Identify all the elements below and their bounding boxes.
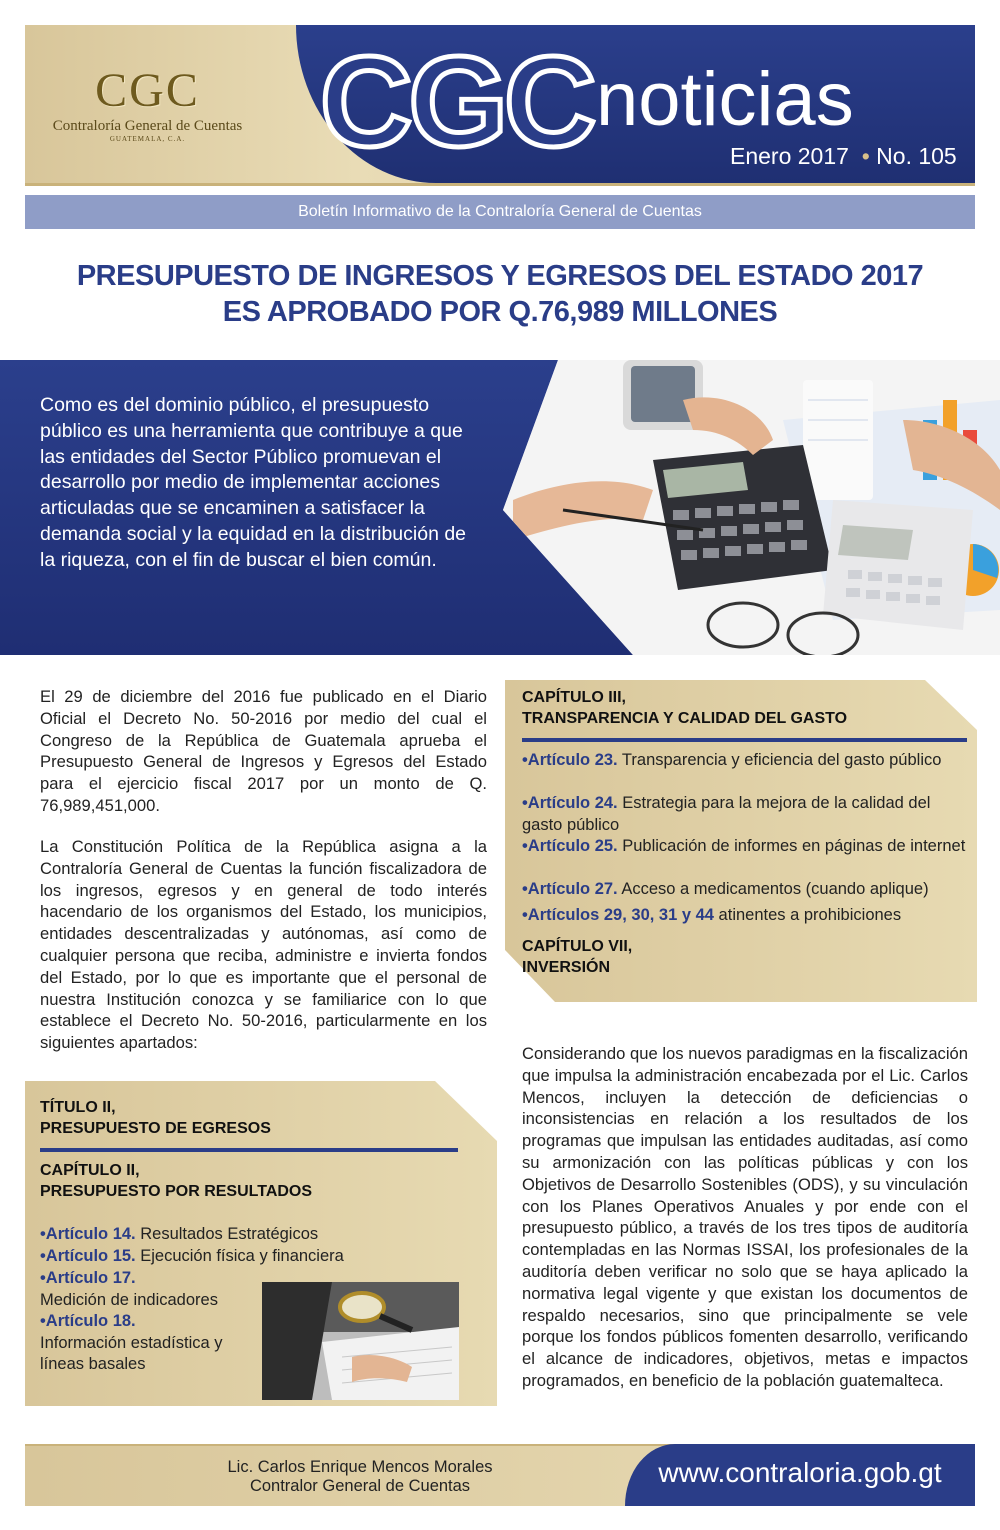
title-ii-heading [40, 1097, 271, 1139]
chapter-iii-heading [522, 687, 847, 729]
article-23-item [522, 750, 967, 772]
title-line-1: PRESUPUESTO DE INGRESOS Y EGRESOS DEL ESTADO 2017 [76, 260, 924, 292]
article-24-label: •Artículo 24. [522, 794, 618, 812]
article-18-text: Información estadística y líneas basales [40, 1333, 223, 1373]
footer-title: Contralor General de Cuentas [249, 1477, 471, 1495]
chapter-vii-heading [522, 936, 632, 978]
logo-name: Contraloría General de Cuentas [52, 118, 243, 134]
chapter-ii-heading [40, 1160, 312, 1202]
article-17-label: •Artículo 17. [40, 1269, 136, 1287]
chapter-iii-subtitle: TRANSPARENCIA Y CALIDAD DEL GASTO [522, 710, 848, 727]
intro-text: Como es del dominio público, el presupuesto público es una herramienta que contribuye a que las entidades del Sector Público promuevan el desarrollo por medio de implementar acciones articuladas que se encaminen a satisfacer la demanda social y la equidad en la distribución de la riqueza, con el fin de buscar el bien común. [40, 394, 467, 571]
magnifying-glass-photo [262, 1282, 459, 1400]
article-15-label: •Artículo 15. [40, 1247, 136, 1265]
page-title [60, 258, 940, 330]
tagline-strip: Boletín Informativo de la Contraloría General de Cuentas [25, 195, 975, 229]
articles-29-44-text: atinentes a prohibiciones [713, 906, 902, 924]
article-25-item [522, 836, 967, 858]
issue-number: No. 105 [876, 143, 957, 169]
article-17-text: Medición de indicadores [40, 1290, 218, 1309]
article-23-text: Transparencia y eficiencia del gasto público [617, 751, 942, 769]
footer-signature [150, 1458, 570, 1496]
articles-29-44-label: •Artículos 29, 30, 31 y 44 [522, 906, 714, 924]
article-25-label: •Artículo 25. [522, 837, 618, 855]
title-ii-title: TÍTULO II, [40, 1099, 116, 1116]
bullet-dot: • [855, 143, 870, 169]
article-25-text: Publicación de informes en páginas de internet [617, 837, 966, 855]
title-ii-subtitle: PRESUPUESTO DE EGRESOS [40, 1120, 271, 1137]
article-23-label: •Artículo 23. [522, 751, 618, 769]
cgc-logo [35, 65, 260, 165]
article-14-item [40, 1224, 460, 1246]
chapter-iii-rule [522, 738, 967, 742]
article-24-item [522, 793, 967, 836]
article-27-item [522, 879, 972, 901]
article-27-text: Acceso a medicamentos (cuando aplique) [617, 880, 929, 898]
article-14-label: •Artículo 14. [40, 1225, 136, 1243]
chapter-ii-title: CAPÍTULO II, [40, 1162, 140, 1179]
title-line-2: ES APROBADO POR Q.76,989 MILLONES [222, 296, 778, 328]
article-15-item [40, 1246, 460, 1268]
body-paragraph-2: La Constitución Política de la República asigna a la Contraloría General de Cuentas la función fiscalizadora de los ingresos, egresos y en general de todo interés hacendario de los organismos del Estado, los municipios, entidades descentralizadas y autónomas, así como de cualquier persona que reciba, administre e invierta fondos del Estado, por lo que es importante que el personal de nuestra Institución conozca y se familiarice con lo que establece el Decreto No. 50-2016, particularmente en los siguientes apartados: [40, 837, 487, 1053]
footer-name: Lic. Carlos Enrique Mencos Morales [227, 1458, 493, 1476]
article-15-text: Ejecución física y financiera [135, 1247, 344, 1265]
masthead-cgc: CGC [320, 31, 593, 174]
title-ii-rule [40, 1148, 458, 1152]
chapter-vii-subtitle: INVERSIÓN [522, 959, 611, 976]
body-paragraph-1: El 29 de diciembre del 2016 fue publicado en el Diario Oficial el Decreto No. 50-2016 por medio del cual el Congreso de la República de Guatemala aprueba el Presupuesto General de Ingresos y Egresos del Estado para el ejercicio fiscal 2017 por un monto de Q. 76,989,451,000. [40, 687, 487, 815]
website-link[interactable]: www.contraloria.gob.gt [658, 1457, 942, 1488]
body-paragraph-3: Considerando que los nuevos paradigmas en la fiscalización que impulsa la administración encabezada por el Lic. Carlos Mencos, incluyen la detección de deficiencias o inconsistencias en relación a los resultados de los programas que impulsan las entidades auditadas, así como su armonización con las políticas públicas y con los Objetivos de Desarrollo Sostenibles (ODS), y su vinculación con los Planes Operativos Anuales y por ende con el presupuesto público, a través de los tres tipos de auditoría contempladas en las Normas ISSAI, los profesionales de la auditoría deben verificar no solo que se haya aplicado la normativa legal vigente y que existan los documentos de respaldo necesarios, sino que principalmente se vele porque los fondos públicos fomenten desarrollo, verificando el alcance de indicadores, objetivos, metas e impactos programados, en beneficio de la población guatemalteca. [522, 1044, 968, 1390]
article-18-item [40, 1311, 255, 1376]
article-18-label: •Artículo 18. [40, 1312, 136, 1330]
header-divider [25, 183, 975, 186]
article-24-text: Estrategia para la mejora de la calidad del gasto público [522, 794, 931, 834]
masthead-noticias: noticias [596, 57, 854, 142]
logo-mark: CGC [95, 64, 200, 117]
logo-country: GUATEMALA, C.A. [109, 135, 186, 143]
chapter-vii-title: CAPÍTULO VII, [522, 938, 633, 955]
chapter-iii-title: CAPÍTULO III, [522, 689, 626, 706]
article-14-text: Resultados Estratégicos [135, 1225, 319, 1243]
chapter-ii-subtitle: PRESUPUESTO POR RESULTADOS [40, 1183, 313, 1200]
article-27-label: •Artículo 27. [522, 880, 618, 898]
issue-date-line [730, 142, 957, 170]
article-17-item [40, 1268, 255, 1311]
magnifying-glass-illustration [262, 1282, 459, 1400]
issue-date: Enero 2017 [730, 143, 849, 169]
articles-29-44-item [522, 905, 972, 927]
